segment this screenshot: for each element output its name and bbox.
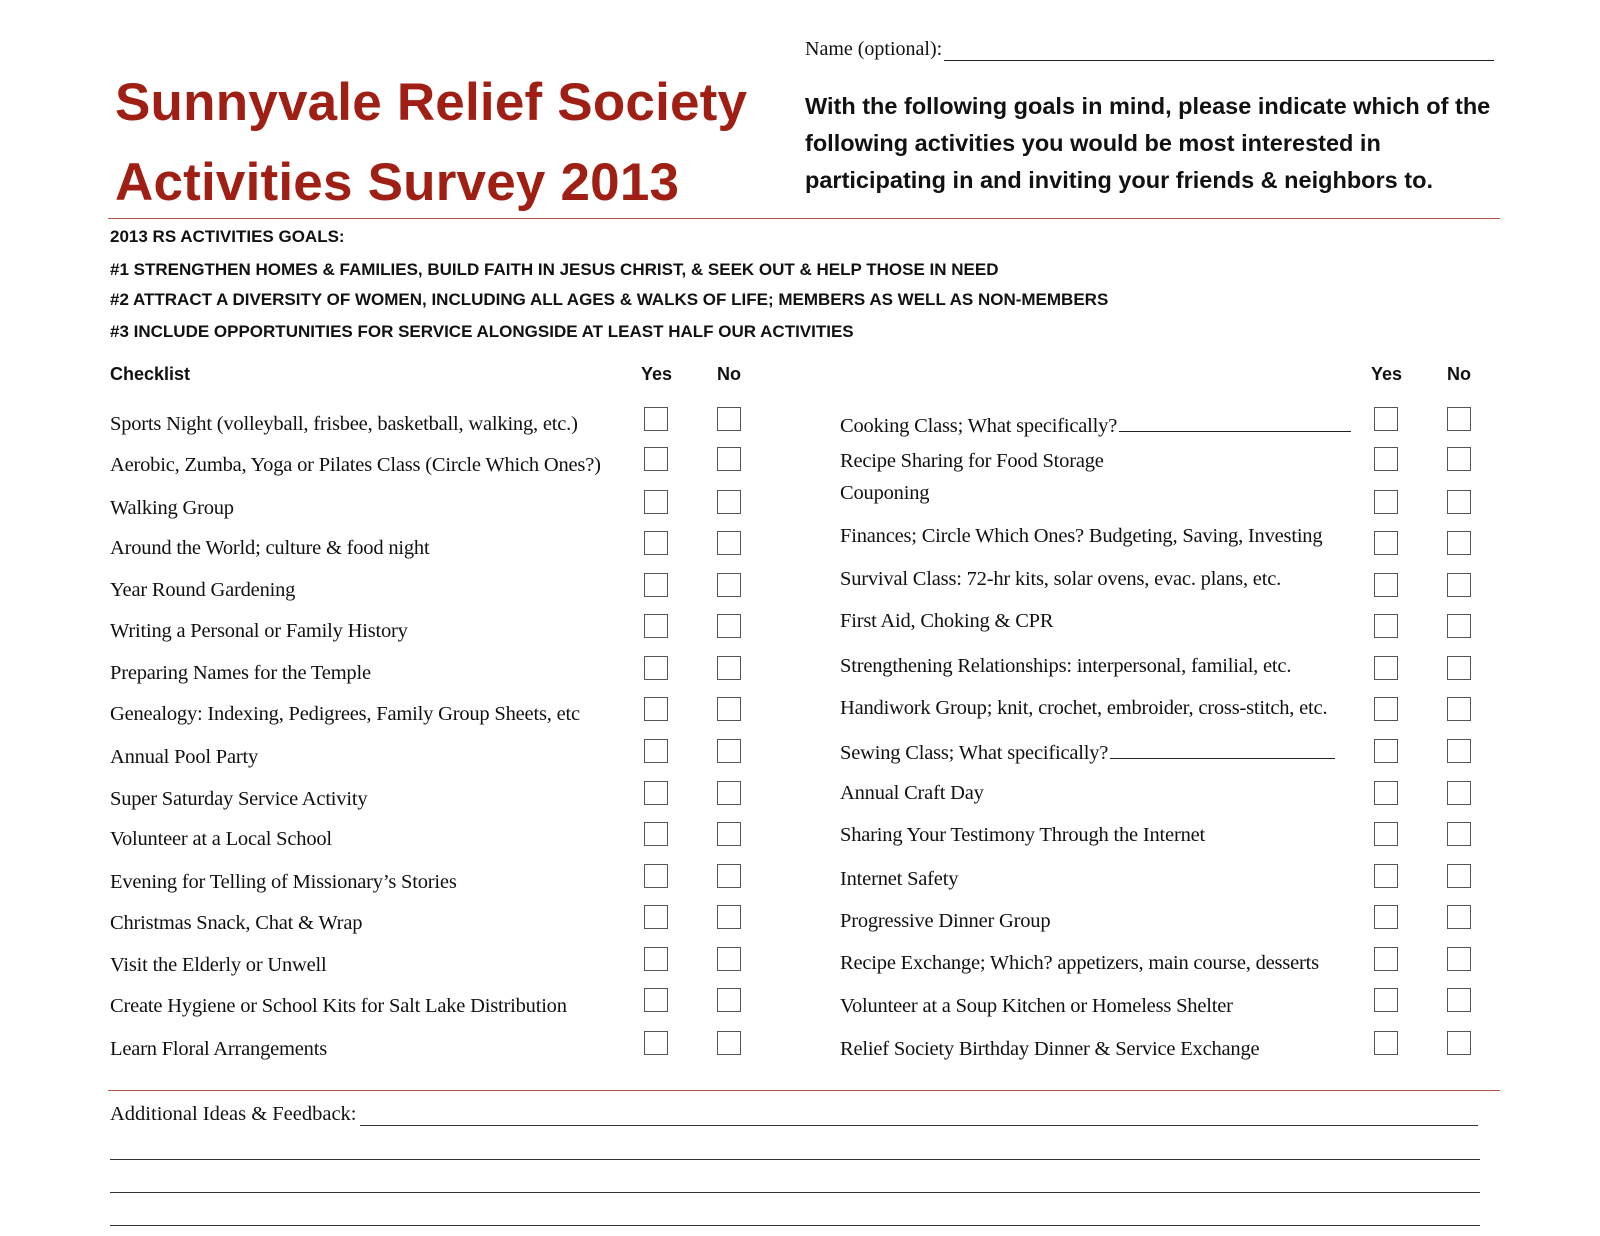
activity-label	[840, 1038, 1259, 1061]
left-row-0-yes-checkbox[interactable]	[644, 407, 668, 431]
activity-label	[840, 995, 1233, 1018]
page-title-line-1: Sunnyvale Relief Society	[115, 73, 748, 132]
activity-label	[840, 482, 929, 505]
left-row-4-yes-checkbox[interactable]	[644, 573, 668, 597]
checklist-header: Checklist	[110, 364, 191, 384]
activity-label: Aerobic, Zumba, Yoga or Pilates Class (Circle Which Ones?)	[110, 454, 601, 476]
right-row-11-yes-checkbox[interactable]	[1374, 864, 1398, 888]
right-row-12-no-checkbox[interactable]	[1447, 905, 1471, 929]
right-row-4-yes-checkbox[interactable]	[1374, 573, 1398, 597]
left-row-13-yes-checkbox[interactable]	[644, 947, 668, 971]
page-title-line-2: Activities Survey 2013	[115, 153, 680, 212]
right-row-7-yes-checkbox[interactable]	[1374, 697, 1398, 721]
name-blank[interactable]	[944, 40, 1494, 61]
left-row-5-yes-checkbox[interactable]	[644, 614, 668, 638]
right-row-1-yes-checkbox[interactable]	[1374, 447, 1398, 471]
activity-text: Handiwork Group; knit, crochet, embroider, cross-stitch, etc.	[840, 697, 1328, 719]
left-row-12-yes-checkbox[interactable]	[644, 905, 668, 929]
activity-text: Couponing	[840, 482, 930, 504]
activity-label	[840, 450, 1104, 473]
feedback-line-2[interactable]	[110, 1159, 1480, 1160]
left-row-3-no-checkbox[interactable]	[717, 531, 741, 555]
activity-text: Sharing Your Testimony Through the Internet	[840, 824, 1206, 846]
specify-blank[interactable]	[1119, 413, 1351, 432]
footer-divider	[108, 1090, 1500, 1091]
header-divider	[108, 218, 1500, 219]
activity-label	[840, 952, 1319, 975]
left-row-9-no-checkbox[interactable]	[717, 781, 741, 805]
activity-label	[840, 782, 984, 805]
activity-text: Recipe Exchange; Which? appetizers, main course, desserts	[840, 952, 1319, 974]
activity-label	[840, 824, 1205, 847]
right-no-header: No	[1447, 364, 1471, 384]
left-row-8-yes-checkbox[interactable]	[644, 739, 668, 763]
activity-text: Sewing Class; What specifically?	[840, 742, 1109, 764]
right-row-0-yes-checkbox[interactable]	[1374, 407, 1398, 431]
goal-2: #2 ATTRACT A DIVERSITY OF WOMEN, INCLUDING ALL AGES & WALKS OF LIFE; MEMBERS AS WELL AS NON-MEMBERS	[110, 290, 1109, 309]
activity-text: Annual Craft Day	[840, 782, 984, 804]
activity-text: Relief Society Birthday Dinner & Service Exchange	[840, 1038, 1260, 1060]
right-row-3-yes-checkbox[interactable]	[1374, 531, 1398, 555]
left-no-header: No	[717, 364, 741, 384]
right-row-5-no-checkbox[interactable]	[1447, 614, 1471, 638]
left-row-11-no-checkbox[interactable]	[717, 864, 741, 888]
right-row-6-no-checkbox[interactable]	[1447, 656, 1471, 680]
left-row-12-no-checkbox[interactable]	[717, 905, 741, 929]
left-row-4-no-checkbox[interactable]	[717, 573, 741, 597]
activity-label	[840, 655, 1291, 678]
activity-label: Evening for Telling of Missionary’s Stories	[110, 871, 457, 893]
right-row-15-no-checkbox[interactable]	[1447, 1031, 1471, 1055]
goal-3: #3 INCLUDE OPPORTUNITIES FOR SERVICE ALONGSIDE AT LEAST HALF OUR ACTIVITIES	[110, 322, 854, 341]
activity-label: Volunteer at a Local School	[110, 828, 332, 850]
activity-text: Survival Class: 72-hr kits, solar ovens, evac. plans, etc.	[840, 568, 1282, 590]
name-label: Name (optional):	[805, 38, 943, 60]
left-row-1-no-checkbox[interactable]	[717, 447, 741, 471]
right-row-13-yes-checkbox[interactable]	[1374, 947, 1398, 971]
activity-label: Super Saturday Service Activity	[110, 788, 368, 810]
right-row-12-yes-checkbox[interactable]	[1374, 905, 1398, 929]
activity-label: Learn Floral Arrangements	[110, 1038, 328, 1060]
right-row-5-yes-checkbox[interactable]	[1374, 614, 1398, 638]
activity-text: Strengthening Relationships: interpersonal, familial, etc.	[840, 655, 1292, 677]
left-row-3-yes-checkbox[interactable]	[644, 531, 668, 555]
specify-blank[interactable]	[1110, 740, 1335, 759]
feedback-label: Additional Ideas & Feedback:	[110, 1103, 357, 1125]
survey-instructions: With the following goals in mind, please indicate which of the following activities you would be most interested in participating in and inviting your friends & neighbors to.	[805, 93, 1491, 193]
activity-label: Annual Pool Party	[110, 746, 259, 768]
left-row-15-no-checkbox[interactable]	[717, 1031, 741, 1055]
right-row-13-no-checkbox[interactable]	[1447, 947, 1471, 971]
activity-label	[840, 610, 1053, 633]
left-row-0-no-checkbox[interactable]	[717, 407, 741, 431]
right-row-10-yes-checkbox[interactable]	[1374, 822, 1398, 846]
activity-label: Sports Night (volleyball, frisbee, basketball, walking, etc.)	[110, 413, 578, 435]
left-row-15-yes-checkbox[interactable]	[644, 1031, 668, 1055]
goal-1: #1 STRENGTHEN HOMES & FAMILIES, BUILD FAITH IN JESUS CHRIST, & SEEK OUT & HELP THOSE IN NEED	[110, 260, 999, 279]
left-row-2-no-checkbox[interactable]	[717, 490, 741, 514]
right-row-9-yes-checkbox[interactable]	[1374, 781, 1398, 805]
right-row-8-no-checkbox[interactable]	[1447, 739, 1471, 763]
activity-label: Christmas Snack, Chat & Wrap	[110, 912, 363, 934]
left-row-10-no-checkbox[interactable]	[717, 822, 741, 846]
activity-label	[840, 697, 1327, 720]
right-row-0-no-checkbox[interactable]	[1447, 407, 1471, 431]
right-row-11-no-checkbox[interactable]	[1447, 864, 1471, 888]
left-row-6-yes-checkbox[interactable]	[644, 656, 668, 680]
activity-text: First Aid, Choking & CPR	[840, 610, 1054, 632]
activity-label: Create Hygiene or School Kits for Salt Lake Distribution	[110, 995, 567, 1017]
name-field[interactable]	[805, 38, 1494, 61]
activity-label	[840, 525, 1322, 548]
activity-text: Recipe Sharing for Food Storage	[840, 450, 1104, 472]
activity-text: Internet Safety	[840, 868, 959, 890]
right-row-6-yes-checkbox[interactable]	[1374, 656, 1398, 680]
feedback-line-1[interactable]	[360, 1125, 1478, 1126]
left-row-1-yes-checkbox[interactable]	[644, 447, 668, 471]
right-yes-header: Yes	[1371, 364, 1403, 384]
activity-label: Visit the Elderly or Unwell	[110, 954, 327, 976]
right-row-2-no-checkbox[interactable]	[1447, 490, 1471, 514]
activity-label	[840, 413, 1351, 438]
left-row-10-yes-checkbox[interactable]	[644, 822, 668, 846]
goals-heading: 2013 RS ACTIVITIES GOALS:	[110, 227, 345, 246]
right-row-8-yes-checkbox[interactable]	[1374, 739, 1398, 763]
activity-text: Volunteer at a Soup Kitchen or Homeless Shelter	[840, 995, 1233, 1017]
activity-label: Around the World; culture & food night	[110, 537, 430, 559]
right-row-14-yes-checkbox[interactable]	[1374, 988, 1398, 1012]
feedback-line-4[interactable]	[110, 1225, 1480, 1226]
left-row-11-yes-checkbox[interactable]	[644, 864, 668, 888]
feedback-line-3[interactable]	[110, 1192, 1480, 1193]
left-row-8-no-checkbox[interactable]	[717, 739, 741, 763]
activity-label	[840, 910, 1050, 933]
activity-label: Preparing Names for the Temple	[110, 662, 371, 684]
left-row-14-no-checkbox[interactable]	[717, 988, 741, 1012]
left-row-14-yes-checkbox[interactable]	[644, 988, 668, 1012]
left-row-7-yes-checkbox[interactable]	[644, 697, 668, 721]
activity-text: Cooking Class; What specifically?	[840, 415, 1118, 437]
activity-label: Writing a Personal or Family History	[110, 620, 408, 642]
left-row-13-no-checkbox[interactable]	[717, 947, 741, 971]
left-yes-header: Yes	[641, 364, 673, 384]
right-row-10-no-checkbox[interactable]	[1447, 822, 1471, 846]
left-row-2-yes-checkbox[interactable]	[644, 490, 668, 514]
activity-label: Walking Group	[110, 497, 234, 519]
left-row-7-no-checkbox[interactable]	[717, 697, 741, 721]
right-row-15-yes-checkbox[interactable]	[1374, 1031, 1398, 1055]
activity-label: Genealogy: Indexing, Pedigrees, Family Group Sheets, etc	[110, 703, 580, 725]
right-row-3-no-checkbox[interactable]	[1447, 531, 1471, 555]
activity-label	[840, 740, 1335, 765]
left-row-6-no-checkbox[interactable]	[717, 656, 741, 680]
right-row-4-no-checkbox[interactable]	[1447, 573, 1471, 597]
left-row-9-yes-checkbox[interactable]	[644, 781, 668, 805]
left-row-5-no-checkbox[interactable]	[717, 614, 741, 638]
right-row-7-no-checkbox[interactable]	[1447, 697, 1471, 721]
right-row-2-yes-checkbox[interactable]	[1374, 490, 1398, 514]
activity-text: Finances; Circle Which Ones? Budgeting, Saving, Investing	[840, 525, 1323, 547]
activity-label	[840, 868, 958, 891]
right-row-9-no-checkbox[interactable]	[1447, 781, 1471, 805]
activity-label	[840, 568, 1281, 591]
activity-label: Year Round Gardening	[110, 579, 296, 601]
activity-text: Progressive Dinner Group	[840, 910, 1051, 932]
right-row-14-no-checkbox[interactable]	[1447, 988, 1471, 1012]
right-row-1-no-checkbox[interactable]	[1447, 447, 1471, 471]
